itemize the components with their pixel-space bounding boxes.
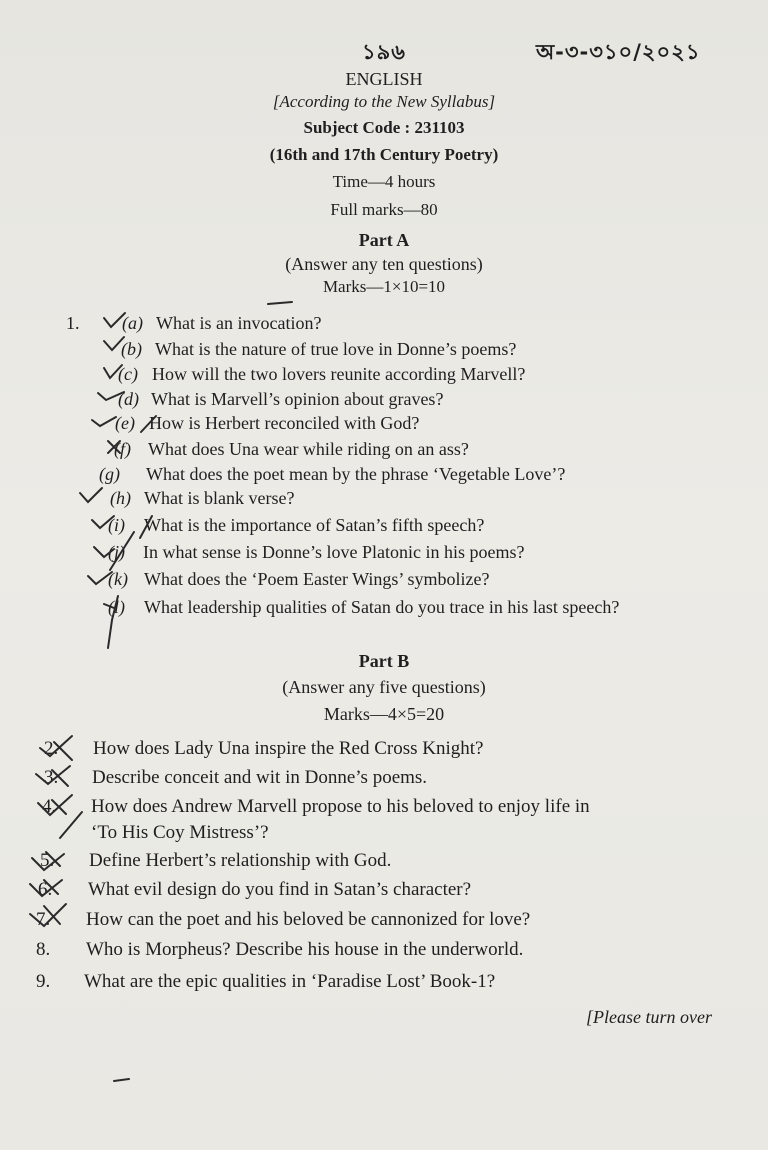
full-marks: Full marks—80 — [330, 200, 438, 219]
tick-mark — [92, 417, 116, 426]
pen-dash — [268, 302, 292, 304]
question-label: (f) — [114, 439, 131, 459]
question-1e: How is Herbert reconciled with God? — [149, 413, 420, 433]
pen-dash — [114, 1079, 129, 1081]
question-number: 5. — [40, 850, 55, 871]
part-b-marks: Marks—4×5=20 — [323, 704, 445, 724]
page-code: ১৯৬ — [362, 40, 406, 64]
question-label: (b) — [121, 339, 142, 359]
question-number: 7. — [36, 909, 51, 930]
question-1j: In what sense is Donne’s love Platonic in his poems? — [143, 542, 525, 562]
exam-reference-code: অ-৩-৩১০/২০২১ — [536, 40, 701, 64]
subject-title: ENGLISH — [345, 69, 423, 89]
question-label: (a) — [122, 313, 143, 333]
turn-over-note: [Please turn over — [586, 1007, 712, 1027]
question-1h: What is blank verse? — [144, 488, 295, 508]
syllabus-note: [According to the New Syllabus] — [272, 92, 496, 111]
question-label: (c) — [118, 364, 138, 384]
question-1b: What is the nature of true love in Donne’s poems? — [155, 339, 517, 359]
part-a-instruction: (Answer any ten questions) — [285, 254, 483, 274]
question-1f: What does Una wear while riding on an ass? — [148, 439, 469, 459]
exam-time: Time—4 hours — [332, 172, 436, 191]
part-a-title: Part A — [358, 230, 410, 250]
question-3: Describe conceit and wit in Donne’s poems. — [92, 767, 428, 788]
subject-code: Subject Code : 231103 — [303, 118, 465, 137]
tick-mark — [80, 488, 102, 502]
question-4-continued: ‘To His Coy Mistress’? — [91, 822, 269, 843]
part-b-instruction: (Answer any five questions) — [282, 677, 486, 697]
question-number: 9. — [36, 971, 51, 992]
question-label: (l) — [108, 597, 125, 617]
paper-title: (16th and 17th Century Poetry) — [269, 145, 499, 164]
question-4: How does Andrew Marvell propose to his beloved to enjoy life in — [91, 796, 590, 817]
question-2: How does Lady Una inspire the Red Cross Knight? — [93, 738, 484, 759]
question-7: How can the poet and his beloved be cannonized for love? — [86, 909, 531, 930]
question-1l: What leadership qualities of Satan do you trace in his last speech? — [144, 597, 620, 617]
question-5: Define Herbert’s relationship with God. — [89, 850, 392, 871]
question-6: What evil design do you find in Satan’s character? — [88, 879, 472, 900]
question-number: 3. — [44, 767, 59, 788]
question-1g: What does the poet mean by the phrase ‘Vegetable Love’? — [146, 464, 566, 484]
question-number: 4. — [42, 796, 57, 817]
question-label: (i) — [108, 515, 125, 535]
question-label: (k) — [108, 569, 128, 589]
question-1d: What is Marvell’s opinion about graves? — [151, 389, 444, 409]
question-1a: What is an invocation? — [156, 313, 322, 333]
question-label: (e) — [115, 413, 135, 433]
question-9: What are the epic qualities in ‘Paradise Lost’ Book-1? — [84, 971, 496, 992]
question-label: (j) — [108, 542, 125, 562]
question-8: Who is Morpheus? Describe his house in the underworld. — [86, 939, 524, 960]
question-number: 2. — [44, 738, 59, 759]
question-1c: How will the two lovers reunite according Marvell? — [152, 364, 526, 384]
question-1i: What is the importance of Satan’s fifth speech? — [144, 515, 485, 535]
question-label: (h) — [110, 488, 131, 508]
part-a-marks: Marks—1×10=10 — [322, 277, 446, 296]
question-number: 6. — [38, 879, 53, 900]
question-1k: What does the ‘Poem Easter Wings’ symbolize? — [144, 569, 490, 589]
question-number: 8. — [36, 939, 51, 960]
question-label: (g) — [99, 464, 120, 484]
question-number-1: 1. — [66, 313, 80, 333]
question-label: (d) — [118, 389, 139, 409]
part-b-title: Part B — [358, 651, 410, 671]
